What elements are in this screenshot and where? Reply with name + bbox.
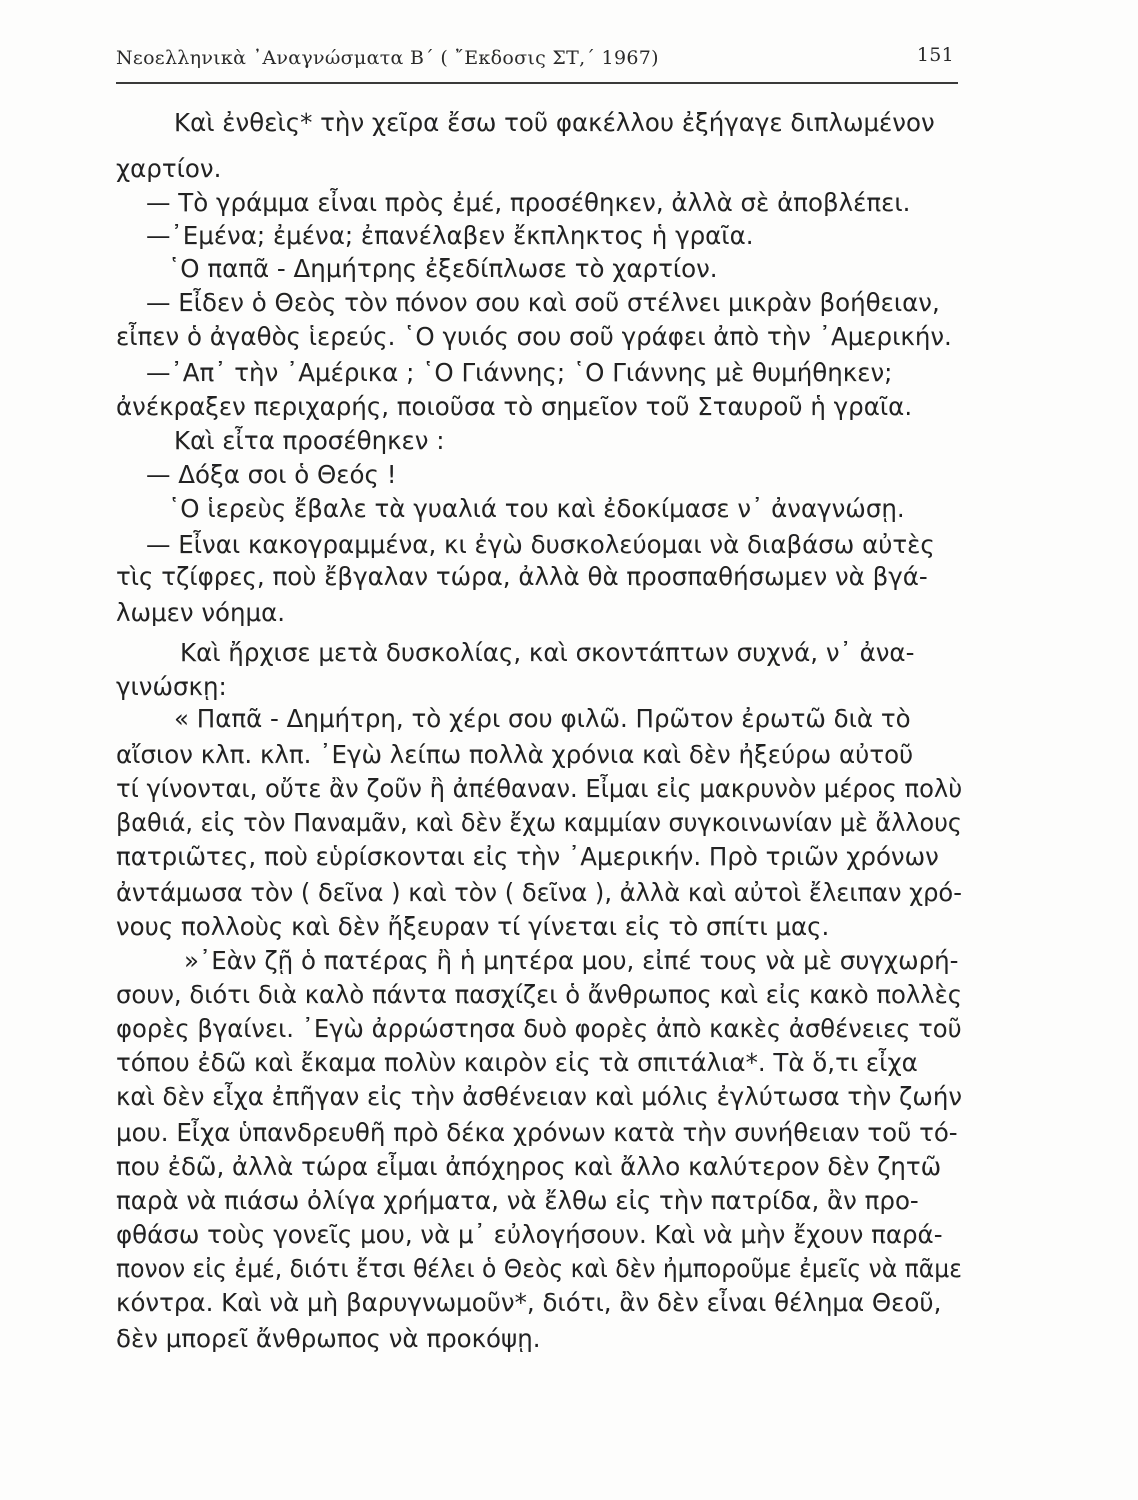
text-line: — Δόξα σοι ὁ Θεός !	[146, 460, 397, 489]
text-line: ῾Ο παπᾶ - Δημήτρης ἐξεδίπλωσε τὸ χαρτίον.	[168, 254, 718, 283]
text-line: — Τὸ γράμμα εἶναι πρὸς ἐμέ, προσέθηκεν, ἀλλὰ σὲ ἀποβλέπει.	[146, 188, 911, 217]
text-line: νους πολλοὺς καὶ δὲν ἤξευραν τί γίνεται εἰς τὸ σπίτι μας.	[116, 912, 830, 941]
text-line: Καὶ ἐνθεὶς* τὴν χεῖρα ἔσω τοῦ φακέλλου ἐξήγαγε διπλωμένον	[174, 108, 935, 137]
text-line: σουν, διότι διὰ καλὸ πάντα πασχίζει ὁ ἄνθρωπος καὶ εἰς κακὸ πολλὲς	[116, 980, 963, 1009]
text-line: ἀντάμωσα τὸν ( δεῖνα ) καὶ τὸν ( δεῖνα ), ἀλλὰ καὶ αὐτοὶ ἔλειπαν χρό-	[116, 878, 962, 907]
text-line: παρὰ νὰ πιάσω ὀλίγα χρήματα, νὰ ἔλθω εἰς τὴν πατρίδα, ἂν προ-	[116, 1186, 919, 1215]
running-title: Νεοελληνικὰ ᾿Αναγνώσματα Β΄ ( ῎Εκδοσις ΣΤ,΄ 1967)	[116, 47, 659, 69]
text-line: καὶ δὲν εἶχα ἐπῆγαν εἰς τὴν ἀσθένειαν καὶ μόλις ἐγλύτωσα τὴν ζωήν	[116, 1082, 962, 1111]
text-line: Καὶ εἶτα προσέθηκεν :	[174, 426, 445, 455]
text-line: —᾿Απ᾿ τὴν ᾿Αμέρικα ; ῾Ο Γιάννης; ῾Ο Γιάννης μὲ θυμήθηκεν;	[146, 358, 893, 387]
text-line: »᾿Εὰν ζῇ ὁ πατέρας ἢ ἡ μητέρα μου, εἰπέ τους νὰ μὲ συγχωρή-	[184, 946, 959, 975]
text-line: φθάσω τοὺς γονεῖς μου, νὰ μ᾿ εὐλογήσουν. Καὶ νὰ μὴν ἔχουν παρά-	[116, 1220, 943, 1249]
text-line: που ἐδῶ, ἀλλὰ τώρα εἶμαι ἀπόχηρος καὶ ἄλλο καλύτερον δὲν ζητῶ	[116, 1152, 942, 1181]
text-line: πατριῶτες, ποὺ εὑρίσκονται εἰς τὴν ᾿Αμερικήν. Πρὸ τριῶν χρόνων	[116, 842, 939, 871]
text-line: αἴσιον κλπ. κλπ. ᾿Εγὼ λείπω πολλὰ χρόνια καὶ δὲν ἠξεύρω αὐτοῦ	[116, 740, 914, 769]
text-line: κόντρα. Καὶ νὰ μὴ βαρυγνωμοῦν*, διότι, ἂν δὲν εἶναι θέλημα Θεοῦ,	[116, 1288, 942, 1317]
page-number: 151	[916, 44, 954, 66]
text-line: « Παπᾶ - Δημήτρη, τὸ χέρι σου φιλῶ. Πρῶτον ἐρωτῶ διὰ τὸ	[174, 704, 911, 733]
text-line: εἶπεν ὁ ἀγαθὸς ἱερεύς. ῾Ο γυιός σου σοῦ γράφει ἀπὸ τὴν ᾿Αμερικήν.	[116, 322, 952, 351]
text-line: γινώσκῃ:	[116, 672, 227, 701]
text-line: δὲν μπορεῖ ἄνθρωπος νὰ προκόψῃ.	[116, 1324, 541, 1353]
running-header	[116, 44, 958, 74]
text-line: — Εἶναι κακογραμμένα, κι ἐγὼ δυσκολεύομαι νὰ διαβάσω αὐτὲς	[146, 530, 935, 559]
text-line: φορὲς βγαίνει. ᾿Εγὼ ἀρρώστησα δυὸ φορὲς ἀπὸ κακὲς ἀσθένειες τοῦ	[116, 1014, 962, 1043]
text-line: —᾿Εμένα; ἐμένα; ἐπανέλαβεν ἔκπληκτος ἡ γραῖα.	[146, 221, 754, 250]
text-line: μου. Εἶχα ὑπανδρευθῆ πρὸ δέκα χρόνων κατὰ τὴν συνήθειαν τοῦ τό-	[116, 1118, 958, 1147]
text-line: ἀνέκραξεν περιχαρής, ποιοῦσα τὸ σημεῖον τοῦ Σταυροῦ ἡ γραῖα.	[116, 392, 913, 421]
text-line: χαρτίον.	[116, 154, 222, 183]
text-line: βαθιά, εἰς τὸν Παναμᾶν, καὶ δὲν ἔχω καμμίαν συγκοινωνίαν μὲ ἄλλους	[116, 808, 962, 837]
text-line: Καὶ ἤρχισε μετὰ δυσκολίας, καὶ σκοντάπτων συχνά, ν᾿ ἀνα-	[180, 638, 915, 667]
text-line: ῾Ο ἱερεὺς ἔβαλε τὰ γυαλιά του καὶ ἐδοκίμασε ν᾿ ἀναγνώσῃ.	[168, 494, 905, 523]
text-line: τόπου ἐδῶ καὶ ἔκαμα πολὺν καιρὸν εἰς τὰ σπιτάλια*. Τὰ ὅ,τι εἶχα	[116, 1048, 918, 1077]
text-line: πονον εἰς ἐμέ, διότι ἔτσι θέλει ὁ Θεὸς καὶ δὲν ἠμποροῦμε ἐμεῖς νὰ πᾶμε	[116, 1254, 962, 1283]
header-rule	[116, 82, 958, 84]
text-line: τὶς τζίφρες, ποὺ ἔβγαλαν τώρα, ἀλλὰ θὰ προσπαθήσωμεν νὰ βγά-	[116, 562, 928, 591]
text-line: τί γίνονται, οὔτε ἂν ζοῦν ἢ ἀπέθαναν. Εἶμαι εἰς μακρυνὸν μέρος πολὺ	[116, 774, 963, 803]
text-line: — Εἶδεν ὁ Θεὸς τὸν πόνον σου καὶ σοῦ στέλνει μικρὰν βοήθειαν,	[146, 288, 940, 317]
text-line: λωμεν νόημα.	[116, 598, 286, 627]
